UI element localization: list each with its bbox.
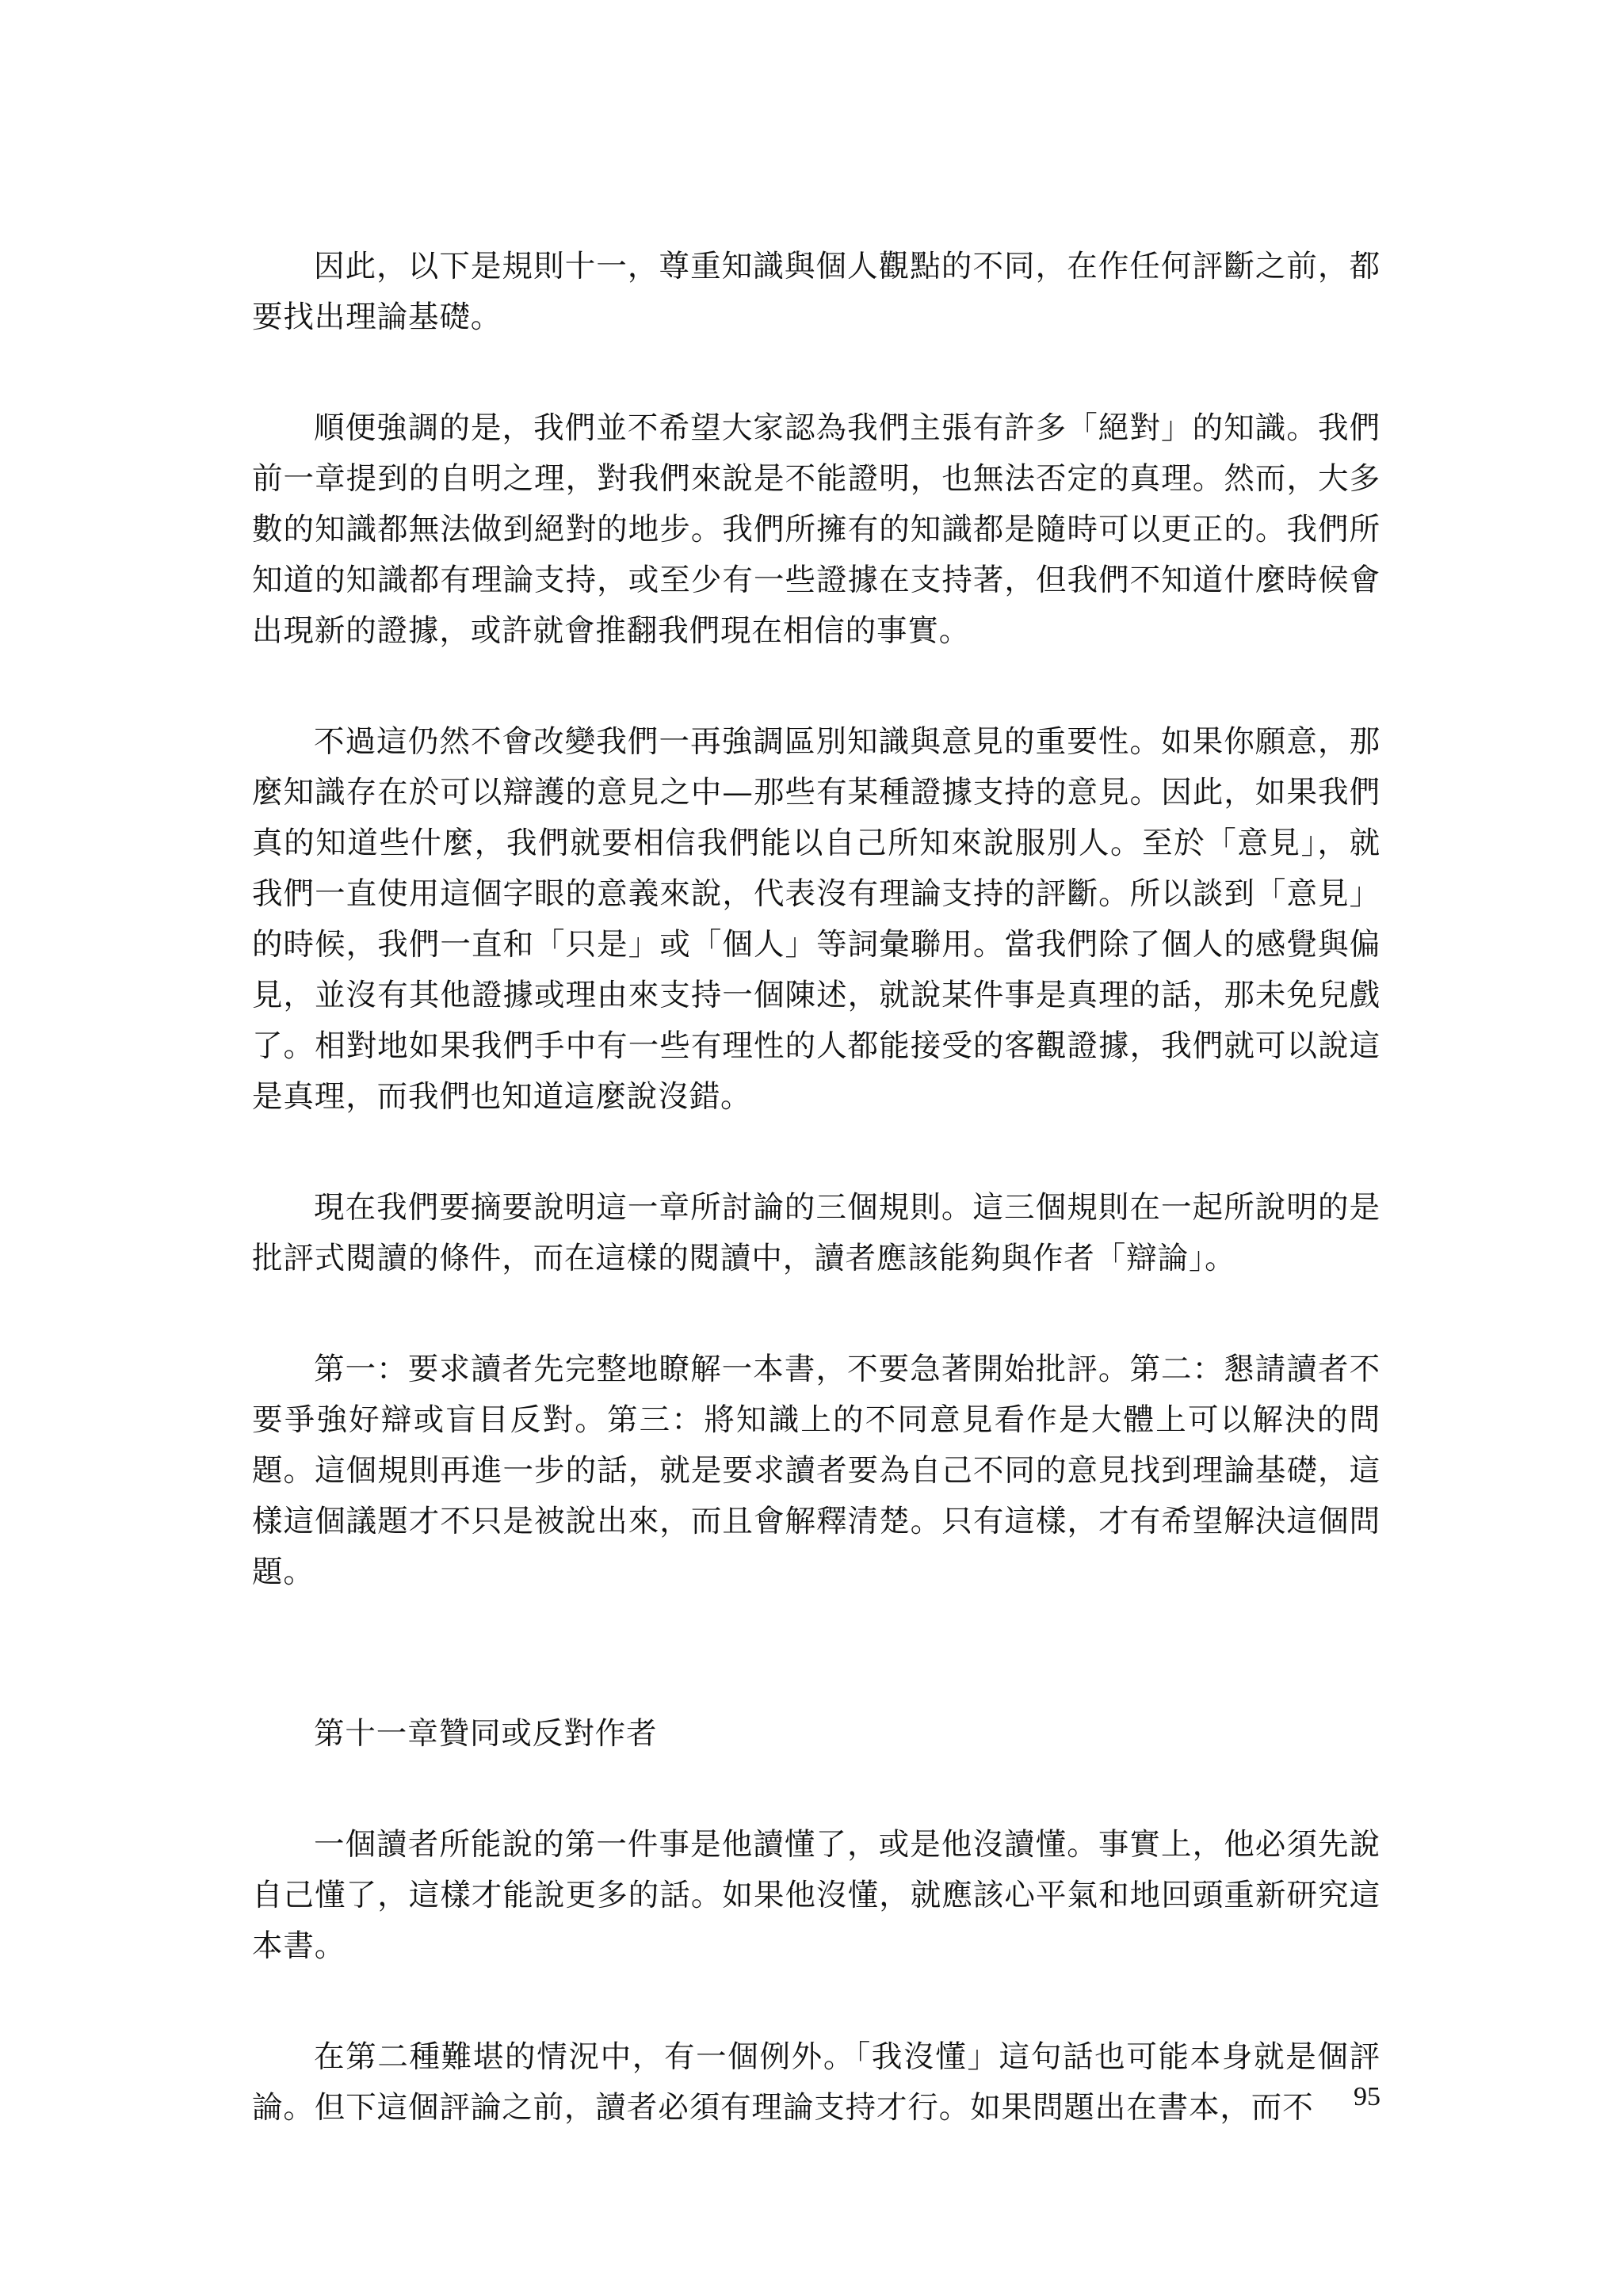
paragraph-three-rules: 第一：要求讀者先完整地瞭解一本書，不要急著開始批評。第二：懇請讀者不要爭強好辯或盲目反對。第三：將知識上的不同意見看作是大體上可以解決的問題。這個規則再進一步的話，就是要求讀者要為自己不同的意見找到理論基礎，這樣這個議題才不只是被說出來，而且會解釋清楚。只有這樣，才有希望解決這個問題。: [252, 1352, 1381, 1590]
paragraph-rule-eleven: 因此，以下是規則十一，尊重知識與個人觀點的不同，在作任何評斷之前，都要找出理論基礎。: [252, 249, 1381, 335]
page-number: 95: [1354, 2082, 1381, 2111]
chapter-title: 第十一章贊同或反對作者: [314, 1716, 658, 1752]
paragraph-absolute-knowledge: 順便強調的是，我們並不希望大家認為我們主張有許多「絕對」的知識。我們前一章提到的自明之理，對我們來說是不能證明，也無法否定的真理。然而，大多數的知識都無法做到絕對的地步。我們所擁有的知識都是隨時可以更正的。我們所知道的知識都有理論支持，或至少有一些證據在支持著，但我們不知道什麼時候會出現新的證據，或許就會推翻我們現在相信的事實。: [252, 410, 1381, 649]
paragraph-knowledge-vs-opinion: 不過這仍然不會改變我們一再強調區別知識與意見的重要性。如果你願意，那麼知識存在於可以辯護的意見之中—那些有某種證據支持的意見。因此，如果我們真的知道些什麼，我們就要相信我們能以自己所知來說服別人。至於「意見」，就我們一直使用這個字眼的意義來說，代表沒有理論支持的評斷。所以談到「意見」的時候，我們一直和「只是」或「個人」等詞彙聯用。當我們除了個人的感覺與偏見，並沒有其他證據或理由來支持一個陳述，就說某件事是真理的話，那未免兒戲了。相對地如果我們手中有一些有理性的人都能接受的客觀證據，我們就可以說這是真理，而我們也知道這麼說沒錯。: [252, 724, 1381, 1115]
page-body: [252, 242, 1381, 2194]
paragraph-reader-understanding: 一個讀者所能說的第一件事是他讀懂了，或是他沒讀懂。事實上，他必須先說自己懂了，這樣才能說更多的話。如果他沒懂，就應該心平氣和地回頭重新研究這本書。: [252, 1827, 1381, 1964]
paragraph-summary-intro: 現在我們要摘要說明這一章所討論的三個規則。這三個規則在一起所說明的是批評式閱讀的條件，而在這樣的閱讀中，讀者應該能夠與作者「辯論」。: [252, 1190, 1381, 1276]
paragraph-exception: 在第二種難堪的情況中，有一個例外。「我沒懂」這句話也可能本身就是個評論。但下這個評論之前，讀者必須有理論支持才行。如果問題出在書本，而不: [252, 2039, 1381, 2126]
